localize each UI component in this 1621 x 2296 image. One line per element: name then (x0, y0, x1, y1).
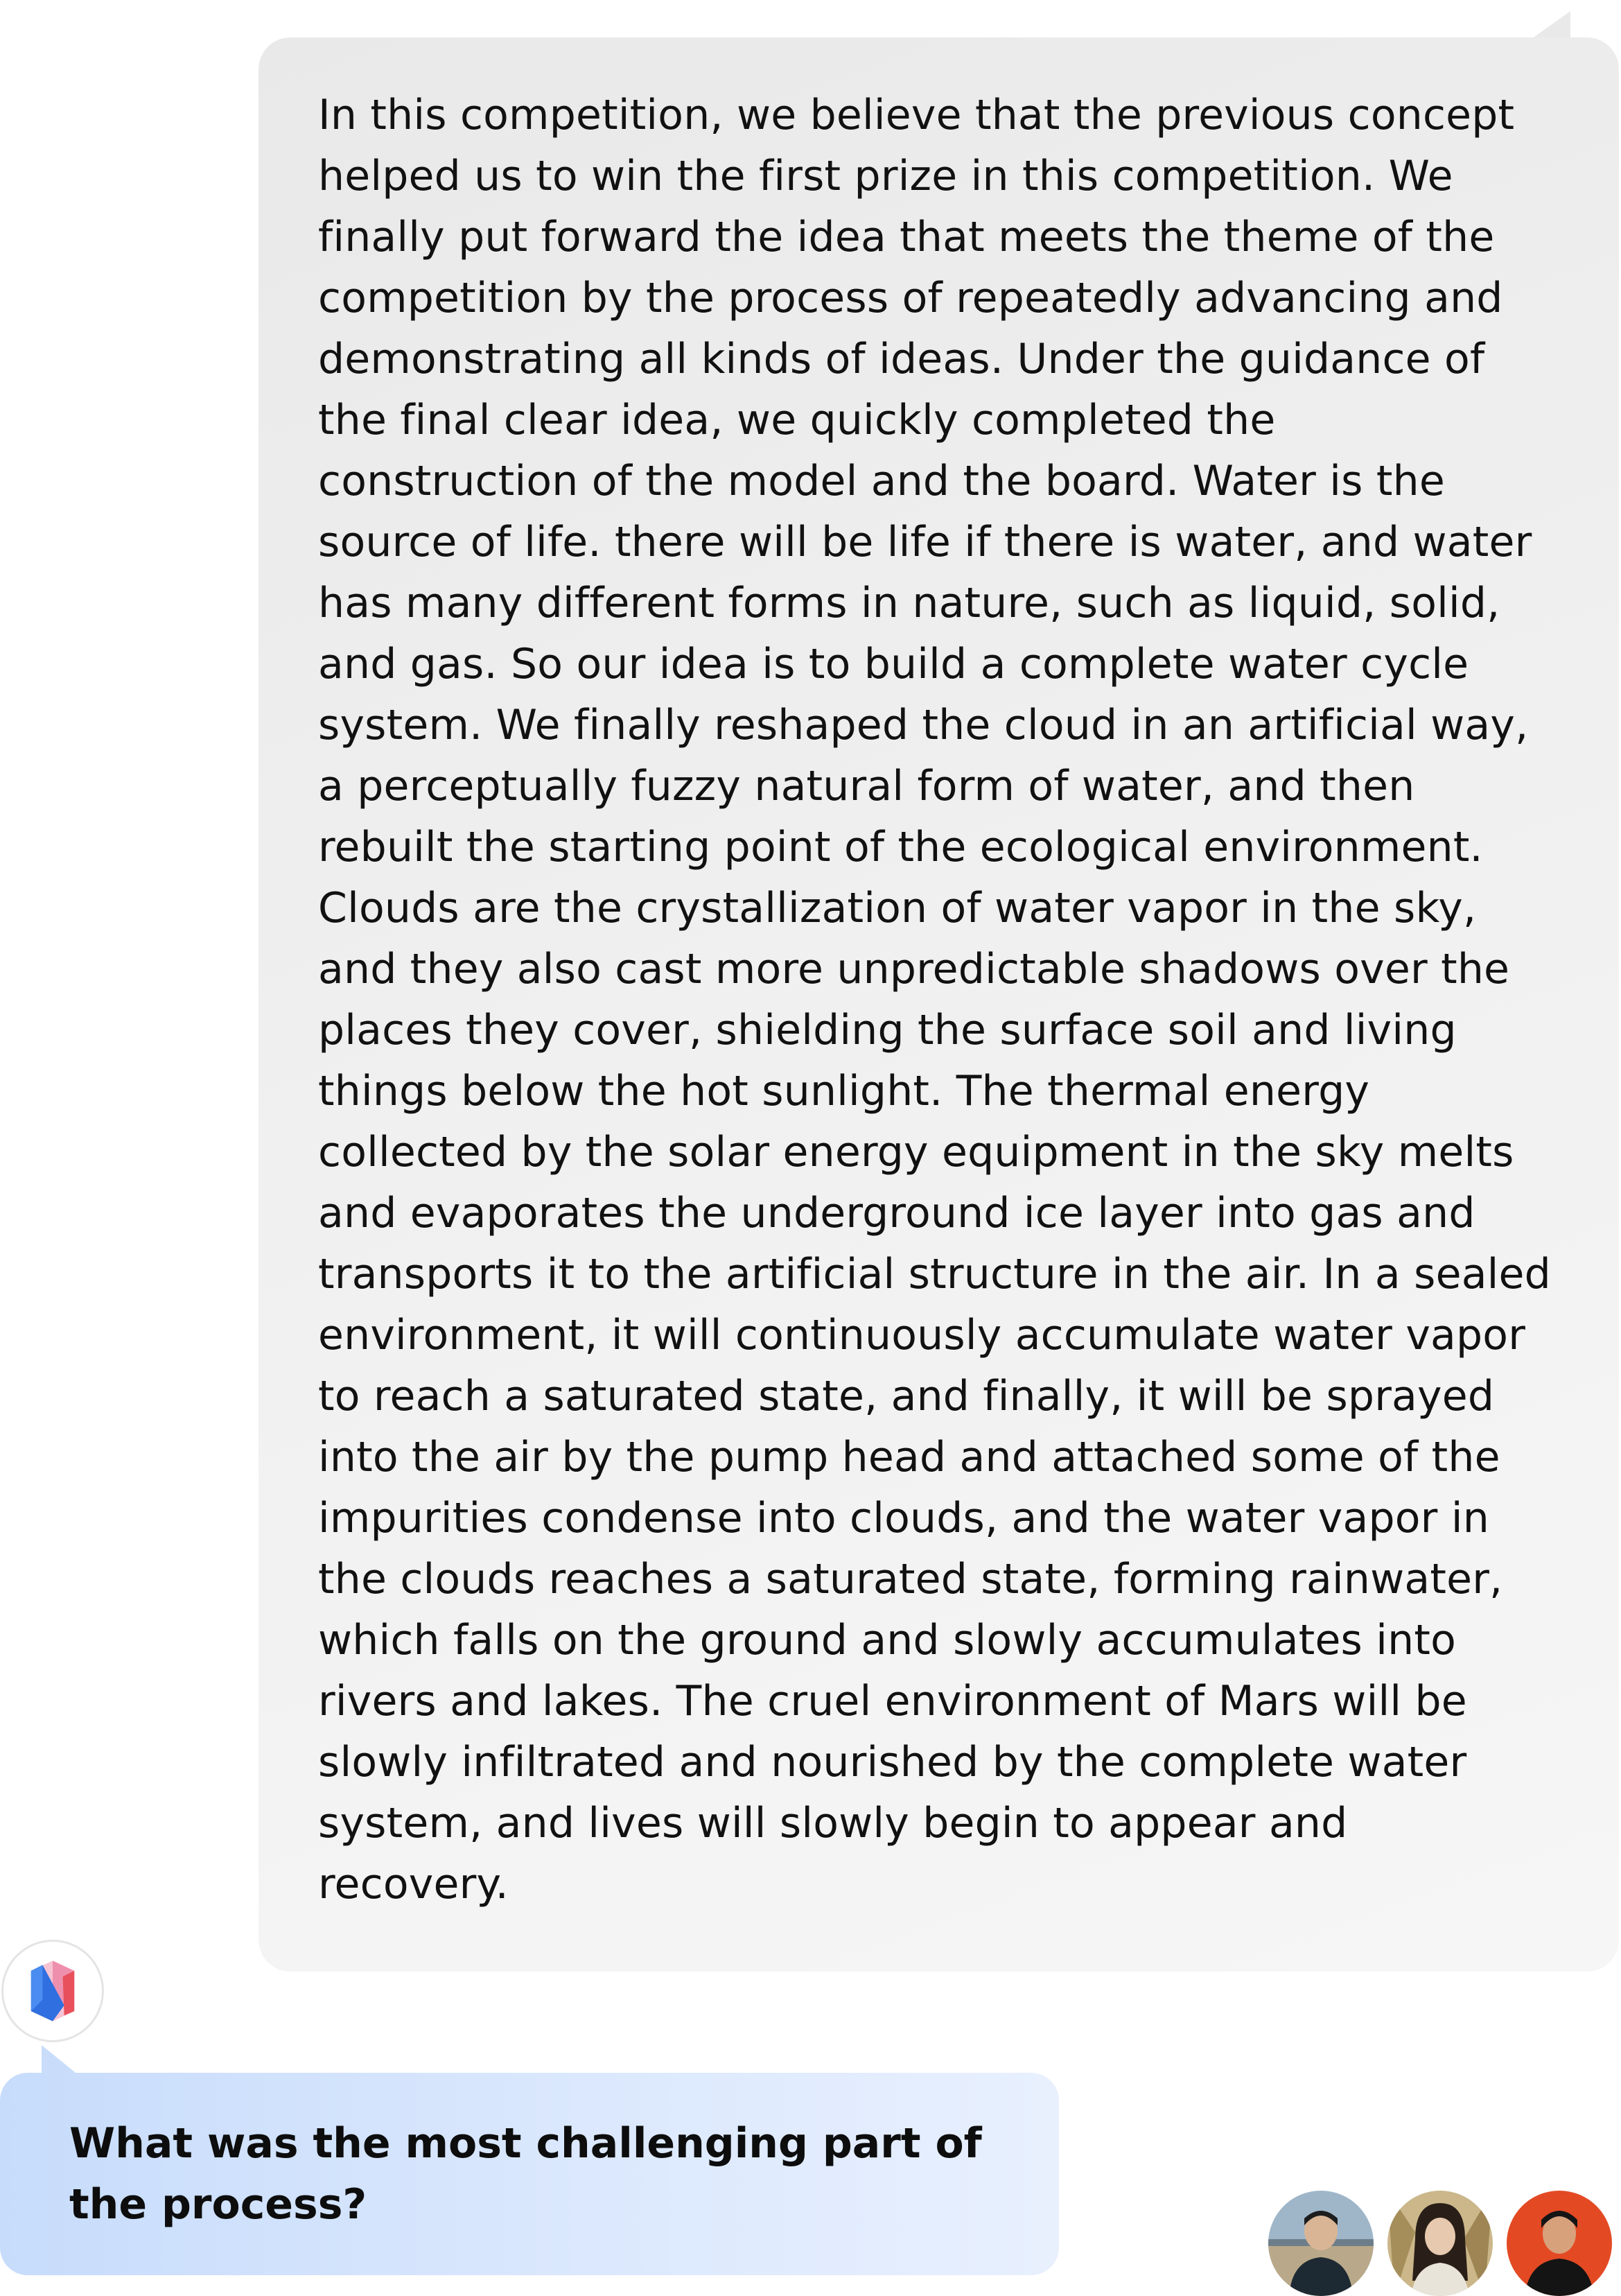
participant-avatar-2[interactable] (1387, 2191, 1493, 2296)
participant-avatar-1[interactable] (1268, 2191, 1374, 2296)
question-bubble-tail (42, 2045, 79, 2076)
reply-message-text: In this competition, we believe that the previous concept helped us to win the first prize in this competition. We finally put forward the idea that meets the theme of the competition by the process of repeatedly advancing and demonstrating all kinds of ideas. Under the guidance of the final clear idea, we quickly completed the construction of the model and the board. Water is the source of life. there will be life if there is water, and water has many different forms in nature, such as liquid, solid, and gas. So our idea is to build a complete water cycle system. We finally reshaped the cloud in an artificial way, a perceptually fuzzy natural form of water, and then rebuilt the starting point of the ecological environment. Clouds are the crystallization of water vapor in the sky, and they also cast more unpredictable shadows over the places they cover, shielding the surface soil and living things below the hot sunlight. The thermal energy collected by the solar energy equipment in the sky melts and evaporates the underground ice layer into gas and transports it to the artificial structure in the air. In a sealed environment, it will continuously accumulate water vapor to reach a saturated state, and finally, it will be sprayed into the air by the pump head and attached some of the impurities condense into clouds, and the water vapor in the clouds reaches a saturated state, forming rainwater, which falls on the ground and slowly accumulates into rivers and lakes. The cruel environment of Mars will be slowly infiltrated and nourished by the complete water system, and lives will slowly begin to appear and recovery. (318, 91, 1551, 1908)
app-logo-icon (17, 1955, 89, 2027)
participant-avatar-3[interactable] (1507, 2191, 1612, 2296)
question-message-text: What was the most challenging part of the process? (69, 2119, 982, 2229)
reply-message-bubble (259, 37, 1619, 1972)
person-photo-icon (1507, 2191, 1612, 2296)
app-logo-avatar[interactable] (1, 1940, 104, 2042)
question-message-bubble (0, 2073, 1059, 2275)
participant-avatars (1268, 2191, 1615, 2296)
person-photo-icon (1387, 2191, 1493, 2296)
person-photo-icon (1268, 2191, 1374, 2296)
